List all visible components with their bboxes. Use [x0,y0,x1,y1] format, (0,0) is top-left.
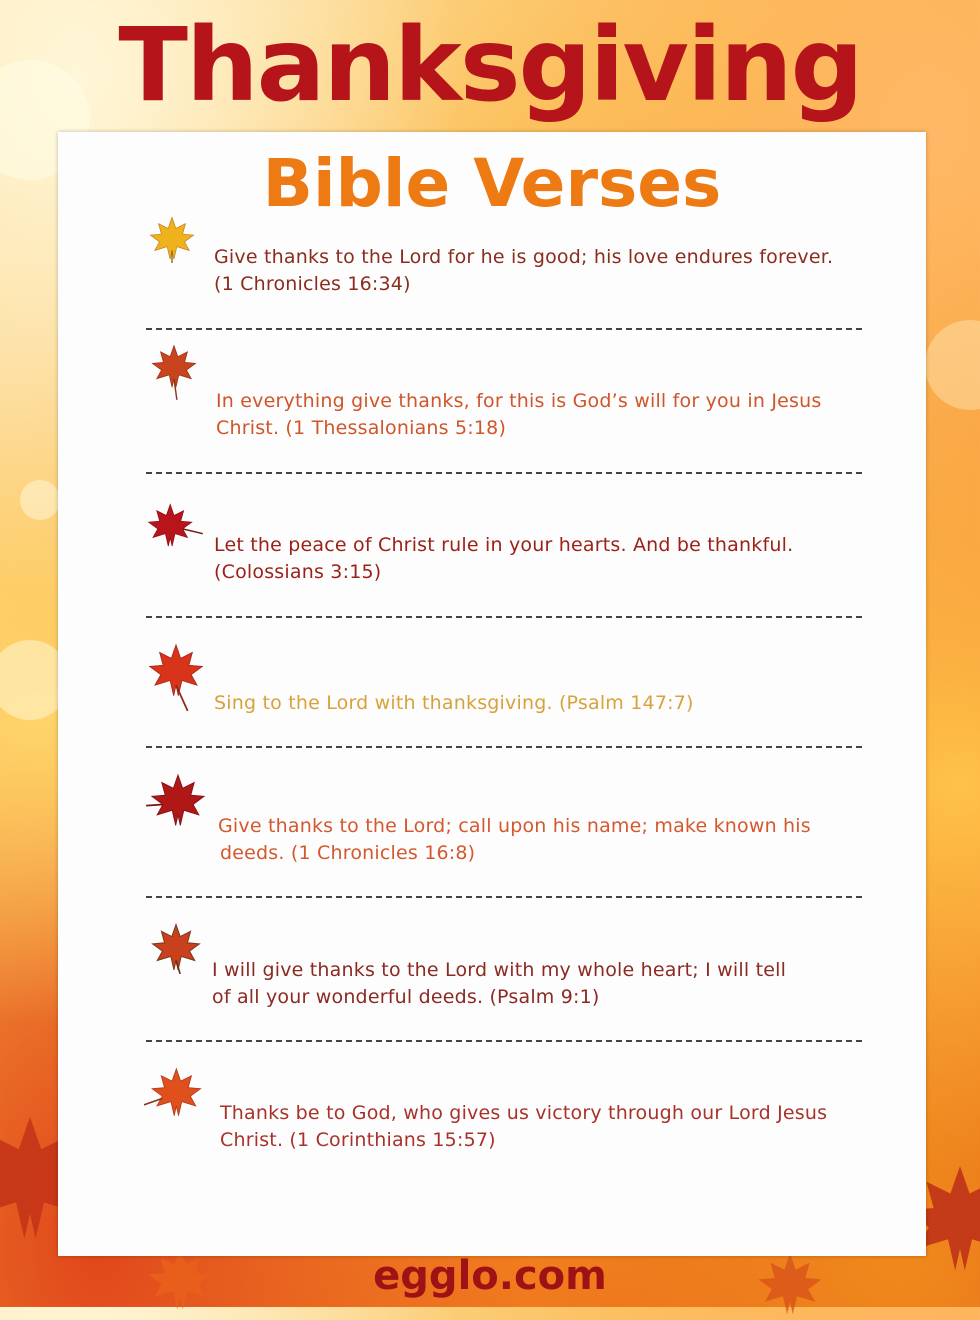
verse-3 [214,532,793,586]
divider [146,472,862,474]
verse-1-line-2: (1 Chronicles 16:34) [214,273,411,295]
divider [146,746,862,748]
bokeh-light [925,320,980,410]
verse-5-line-1: Give thanks to the Lord; call upon his name; make known his [218,815,811,837]
maple-leaf-icon [144,1066,206,1120]
maple-leaf-icon [148,922,204,974]
maple-leaf-icon [148,214,196,264]
divider [146,616,862,618]
maple-leaf-icon [146,772,210,830]
verse-5-line-2: deeds. (1 Chronicles 16:8) [220,842,476,864]
divider [146,896,862,898]
divider [146,1040,862,1042]
verse-7 [220,1100,827,1154]
verse-7-line-1: Thanks be to God, who gives us victory through our Lord Jesus [220,1102,828,1124]
verse-4-line-1: Sing to the Lord with thanksgiving. (Psalm 147:7) [214,692,694,714]
verse-2-line-1: In everything give thanks, for this is God’s will for you in Jesus [216,390,822,412]
verse-4 [214,690,694,717]
verse-sheet [58,132,926,1256]
verse-6-line-1: I will give thanks to the Lord with my whole heart; I will tell [212,959,787,981]
verse-5 [218,813,811,867]
verse-1 [214,244,833,298]
verse-7-line-2: Christ. (1 Corinthians 15:57) [220,1129,496,1151]
maple-leaf-icon [146,502,204,550]
verse-6 [212,957,786,1011]
verse-2-line-2: Christ. (1 Thessalonians 5:18) [216,417,507,439]
verse-6-line-2: of all your wonderful deeds. (Psalm 9:1) [212,986,600,1008]
divider [146,328,862,330]
verse-3-line-2: (Colossians 3:15) [214,561,382,583]
page-title: Thanksgiving [118,6,862,125]
maple-leaf-icon [146,642,206,712]
maple-leaf-icon [150,342,198,402]
verse-2 [216,388,821,442]
verse-1-line-1: Give thanks to the Lord for he is good; his love endures forever. [214,246,834,268]
verse-3-line-1: Let the peace of Christ rule in your hearts. And be thankful. [214,534,794,556]
bokeh-light [20,480,60,520]
page-subtitle: Bible Verses [262,145,722,222]
site-url[interactable]: egglo.com [373,1253,607,1299]
